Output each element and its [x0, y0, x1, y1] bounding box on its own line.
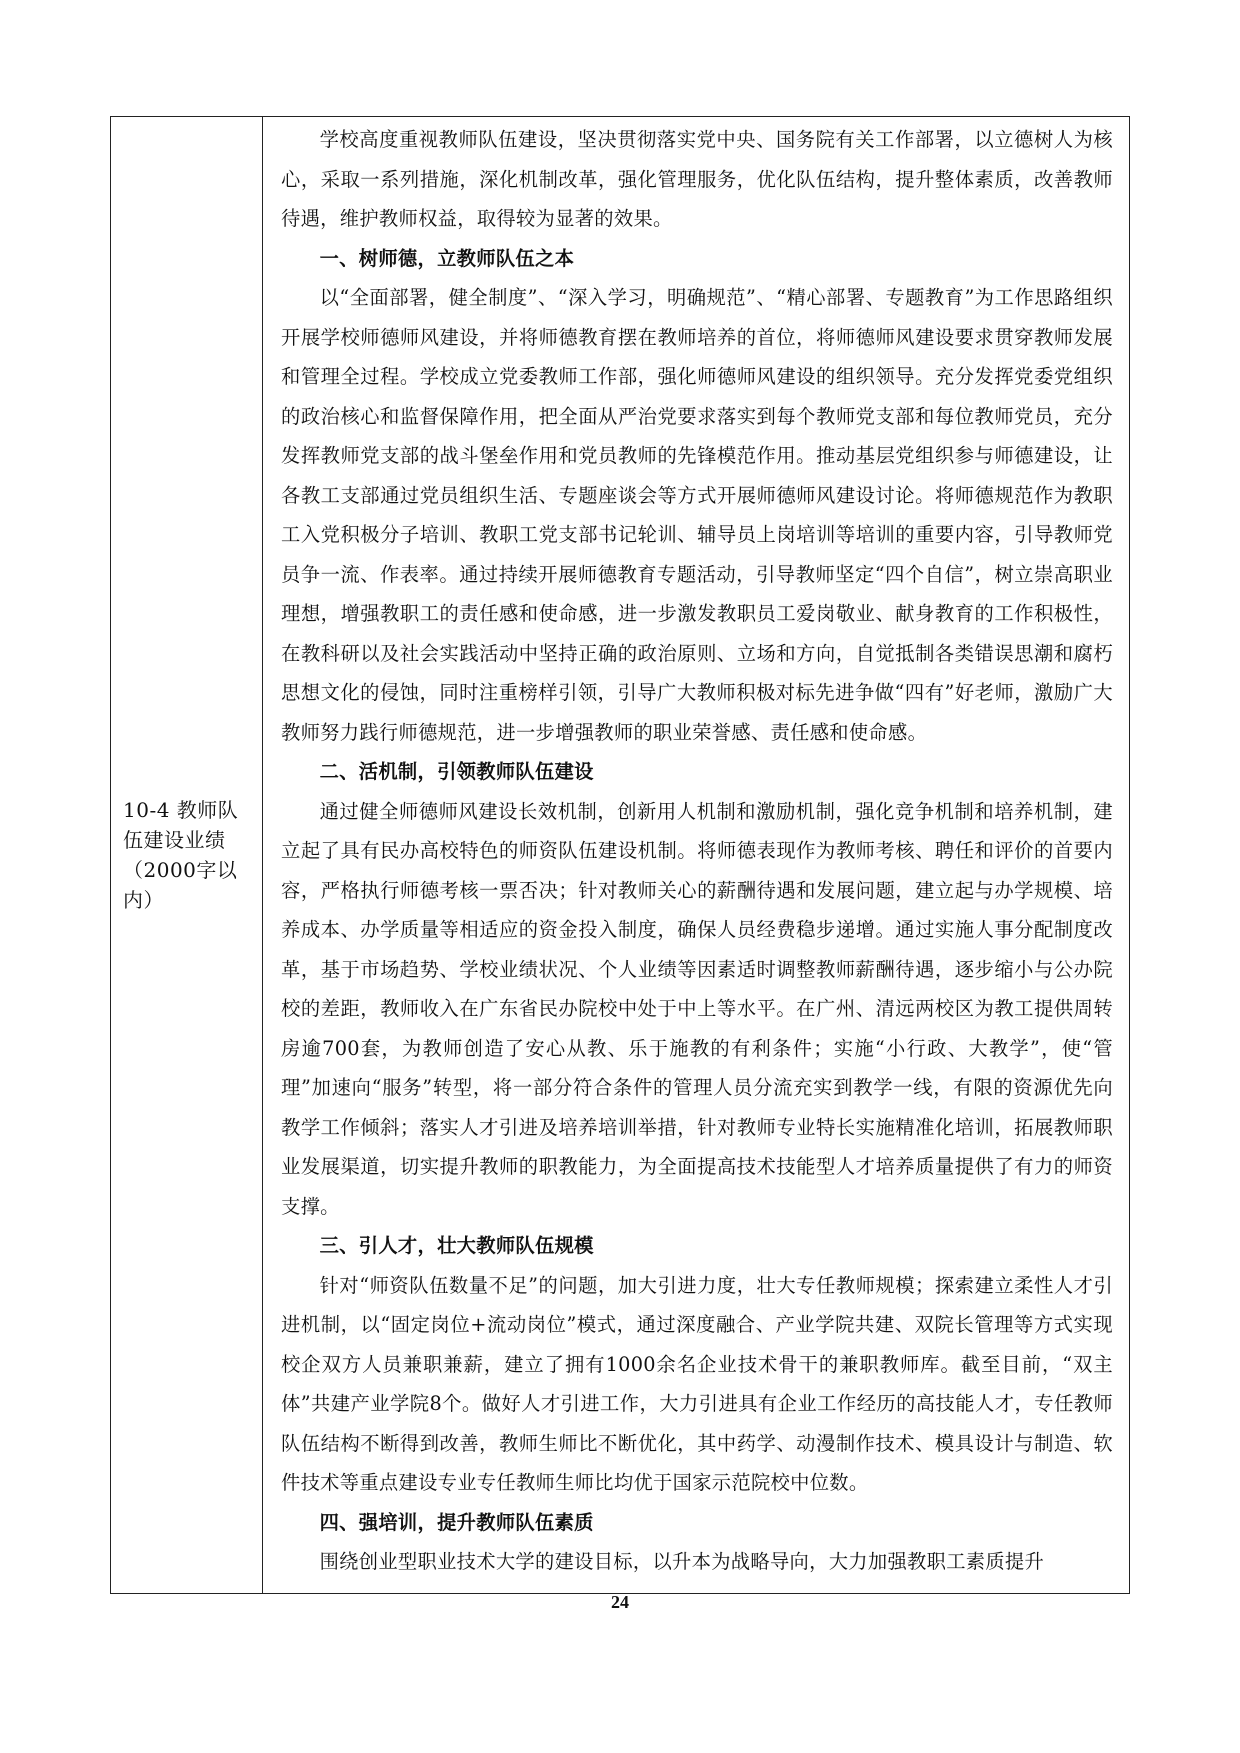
section-paragraph-4: 围绕创业型职业技术大学的建设目标，以升本为战略导向，大力加强教职工素质提升: [319, 1550, 1045, 1573]
row-label-cell: [111, 117, 263, 1593]
section-heading-1: 一、树师德，立教师队伍之本: [319, 246, 575, 270]
page-number: 24: [611, 1592, 629, 1612]
content-cell: [263, 117, 1129, 1593]
section-paragraph-2: 通过健全师德师风建设长效机制，创新用人机制和激励机制，强化竞争机制和培养机制，建立起了具有民办高校特色的师资队伍建设机制。将师德表现作为教师考核、聘任和评价的首要内容，严格执行师德考核一票否决；针对教师关心的薪酬待遇和发展问题，建立起与办学规模、培养成本、办学质量等相适应的资金投入制度，确保人员经费稳步递增。通过实施人事分配制度改革，基于市场趋势、学校业绩状况、个人业绩等因素适时调整教师薪酬待遇，逐步缩小与公办院校的差距，教师收入在广东省民办院校中处于中上等水平。在广州、清远两校区为教工提供周转房逾700套，为教师创造了安心从教、乐于施教的有利条件；实施“小行政、大教学”，使“管理”加速向“服务”转型，将一部分符合条件的管理人员分流充实到教学一线，有限的资源优先向教学工作倾斜；落实人才引进及培养培训举措，针对教师专业特长实施精准化培训，拓展教师职业发展渠道，切实提升教师的职教能力，为全面提高技术技能型人才培养质量提供了有力的师资支撑。: [281, 799, 1113, 1218]
section-heading-4: 四、强培训，提升教师队伍素质: [319, 1510, 594, 1534]
intro-paragraph: 学校高度重视教师队伍建设，坚决贯彻落实党中央、国务院有关工作部署，以立德树人为核心，采取一系列措施，深化机制改革，强化管理服务，优化队伍结构，提升整体素质，改善教师待遇，维护教师权益，取得较为显著的效果。: [281, 128, 1113, 230]
form-table: [110, 116, 1130, 1594]
section-heading-3: 三、引人才，壮大教师队伍规模: [319, 1234, 594, 1257]
section-paragraph-1: 以“全面部署，健全制度”、“深入学习，明确规范”、“精心部署、专题教育”为工作思路组织开展学校师德师风建设，并将师德教育摆在教师培养的首位，将师德师风建设要求贯穿教师发展和管理全过程。学校成立党委教师工作部，强化师德师风建设的组织领导。充分发挥党委党组织的政治核心和监督保障作用，把全面从严治党要求落实到每个教师党支部和每位教师党员，充分发挥教师党支部的战斗堡垒作用和党员教师的先锋模范作用。推动基层党组织参与师德建设，让各教工支部通过党员组织生活、专题座谈会等方式开展师德师风建设讨论。将师德规范作为教职工入党积极分子培训、教职工党支部书记轮训、辅导员上岗培训等培训的重要内容，引导教师党员争一流、作表率。通过持续开展师德教育专题活动，引导教师坚定“四个自信”，树立崇高职业理想，增强教职工的责任感和使命感，进一步激发教职员工爱岗敬业、献身教育的工作积极性，在教科研以及社会实践活动中坚持正确的政治原则、立场和方向，自觉抵制各类错误思潮和腐朽思想文化的侵蚀，同时注重榜样引领，引导广大教师积极对标先进争做“四有”好老师，激励广大教师努力践行师德规范，进一步增强教师的职业荣誉感、责任感和使命感。: [281, 286, 1113, 744]
section-heading-2: 二、活机制，引领教师队伍建设: [319, 760, 594, 783]
section-paragraph-3: 针对“师资队伍数量不足”的问题，加大引进力度，壮大专任教师规模；探索建立柔性人才引进机制，以“固定岗位+流动岗位”模式，通过深度融合、产业学院共建、双院长管理等方式实现校企双方人员兼职兼薪，建立了拥有1000余名企业技术骨干的兼职教师库。截至目前，“双主体”共建产业学院8个。做好人才引进工作，大力引进具有企业工作经历的高技能人才，专任教师队伍结构不断得到改善，教师生师比不断优化，其中药学、动漫制作技术、模具设计与制造、软件技术等重点建设专业专任教师生师比均优于国家示范院校中位数。: [281, 1273, 1113, 1494]
row-label: 10-4 教师队伍建设业绩（2000字以内）: [123, 798, 239, 912]
